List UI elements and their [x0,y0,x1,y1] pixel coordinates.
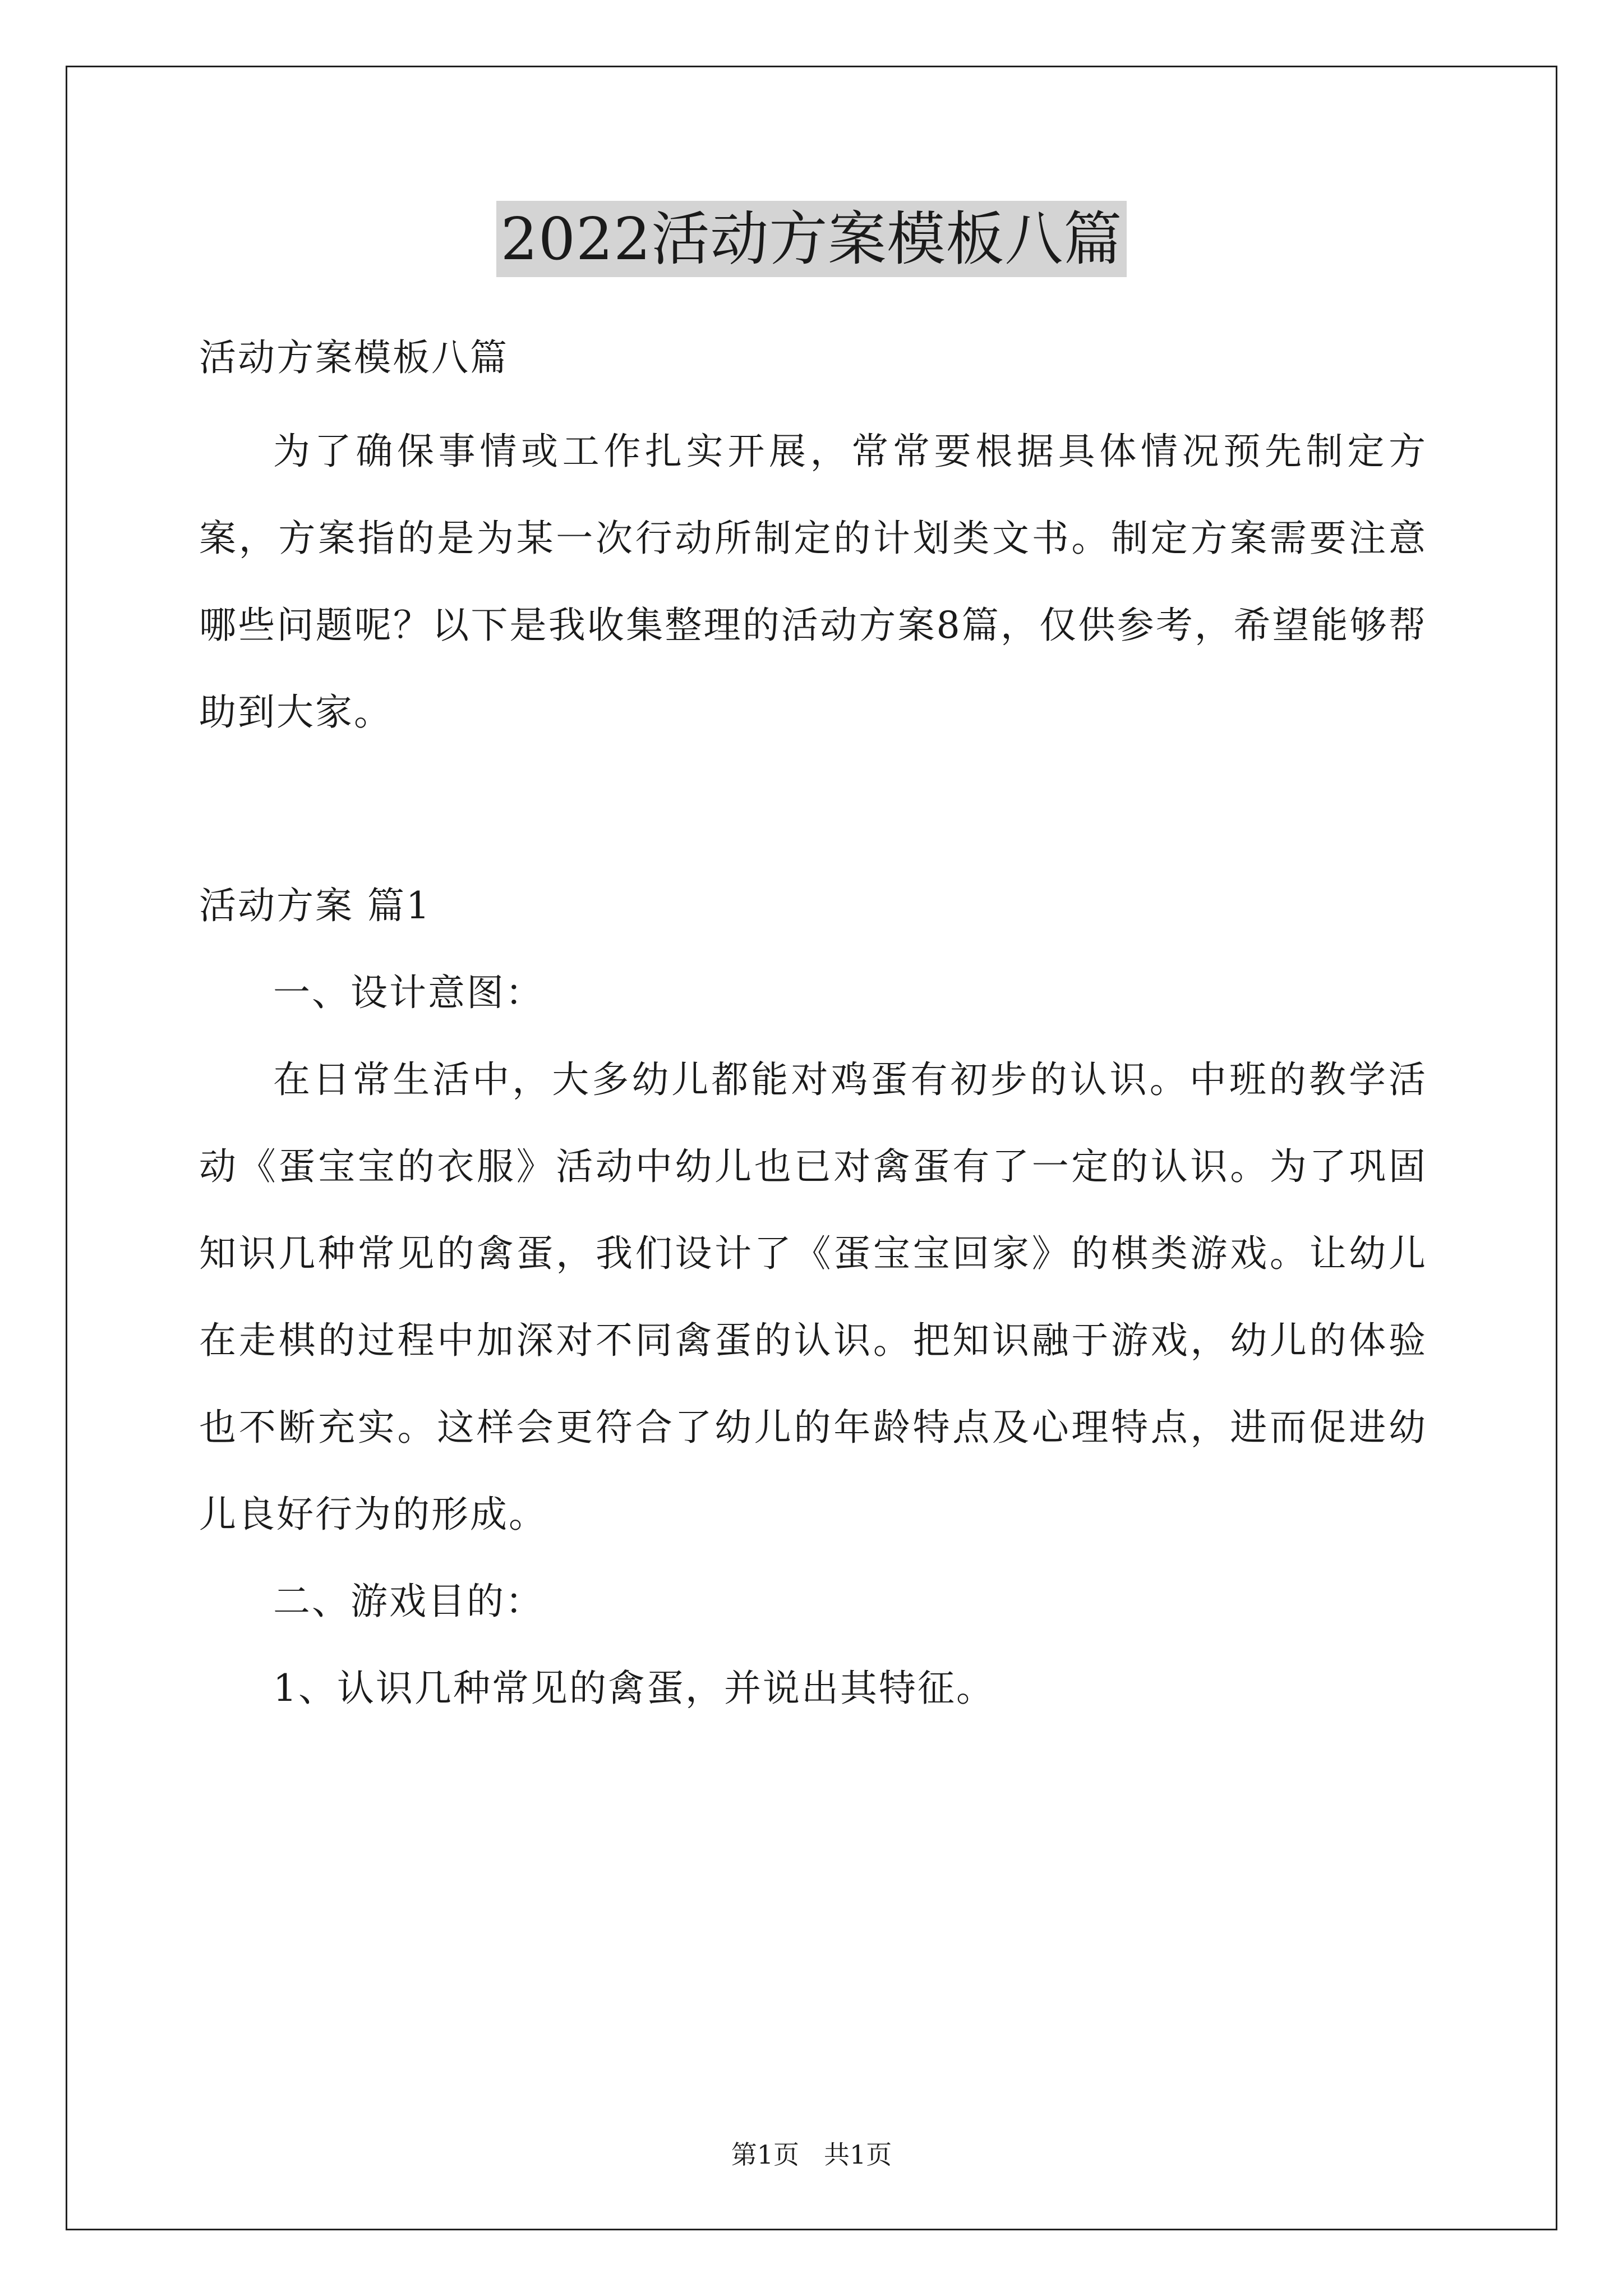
body-paragraph: 1、认识几种常见的禽蛋，并说出其特征。 [273,1667,995,1710]
body-paragraph: 在日常生活中，大多幼儿都能对鸡蛋有初步的认识。中班的教学活动《蛋宝宝的衣服》活动中幼儿也已对禽蛋有了一定的认识。为了巩固知识几种常见的禽蛋，我们设计了《蛋宝宝回家》的棋类游戏。让幼儿在走棋的过程中加深对不同禽蛋的认识。把知识融于游戏，幼儿的体验也不断充实。这样会更符合了幼儿的年龄特点及心理特点，进而促进幼儿良好行为的形成。 [199,1058,1427,1536]
page-footer [0,2134,1623,2171]
section-title: 活动方案 篇1 [199,884,431,927]
title-container [0,201,1623,277]
body-paragraph: 一、设计意图： [273,971,544,1014]
body-paragraph: 二、游戏目的： [273,1580,544,1623]
page-number-current: 第1页 [731,2139,800,2170]
document-subtitle: 活动方案模板八篇 [199,336,509,379]
document-title: 2022活动方案模板八篇 [496,201,1127,277]
intro-paragraph: 为了确保事情或工作扎实开展，常常要根据具体情况预先制定方案，方案指的是为某一次行动所制定的计划类文书。制定方案需要注意哪些问题呢？以下是我收集整理的活动方案8篇，仅供参考，希望能够帮助到大家。 [199,430,1427,734]
page-number-total: 共1页 [823,2139,892,2170]
document-body [199,314,1427,1732]
footer-spacer [799,2139,824,2170]
